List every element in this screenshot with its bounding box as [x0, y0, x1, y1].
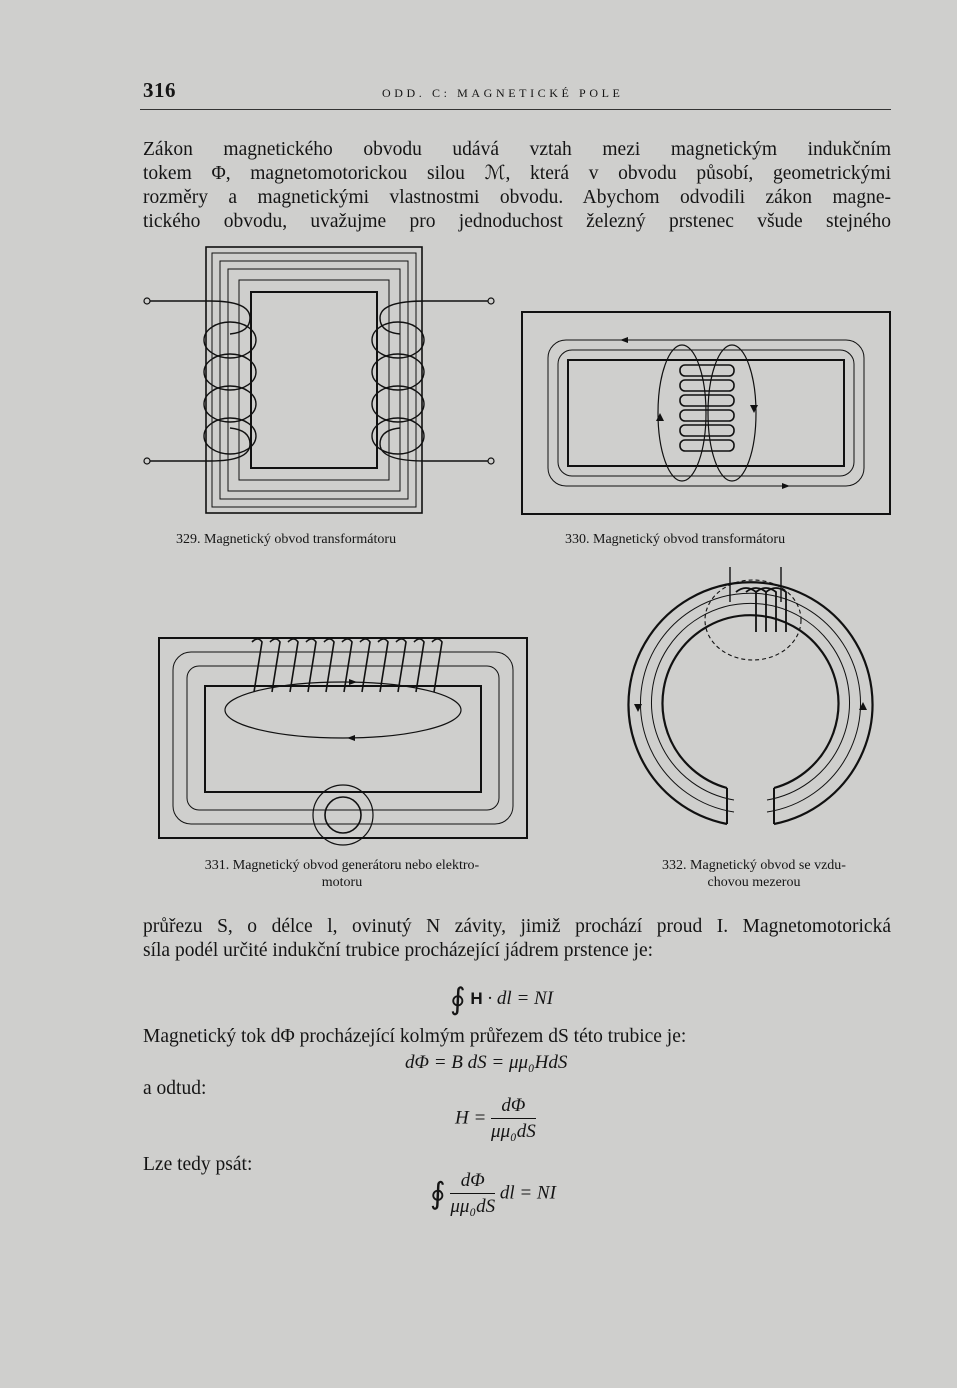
figure-329-transformer	[140, 240, 500, 525]
running-head: ODD. C: MAGNETICKÉ POLE	[382, 86, 624, 100]
figure-330-transformer	[520, 310, 895, 518]
fraction	[450, 1170, 495, 1218]
equation-mmf	[450, 982, 553, 1017]
contour-integral: ∮	[430, 1177, 446, 1211]
figure-331-caption	[152, 857, 532, 891]
fraction-numerator: dΦ	[491, 1095, 536, 1119]
page-number: 316	[143, 78, 176, 102]
fraction-denominator: μμ₀dS	[491, 1121, 536, 1142]
vector-h: H	[470, 988, 483, 1008]
intro-line: rozměry a magnetickými vlastnostmi obvodu. Abychom odvodili zákon magne-	[143, 187, 891, 208]
and-thus-text: a odtud:	[143, 1078, 207, 1099]
figure-331-caption-line: motoru	[321, 875, 363, 890]
body-line: průřezu S, o délce l, ovinutý N závity, jimiž prochází proud I. Magnetomotorická	[143, 916, 891, 937]
contour-integral: ∮	[450, 983, 466, 1016]
fraction-numerator: dΦ	[450, 1170, 495, 1194]
figure-332-caption-line: chovou mezerou	[707, 875, 801, 890]
equation-circuit-law-rhs: dl = NI	[499, 1182, 556, 1204]
figure-332-caption-line: 332. Magnetický obvod se vzdu-	[662, 858, 846, 873]
fraction	[491, 1095, 536, 1143]
figure-332-air-gap-ring	[618, 562, 883, 844]
intro-line: tického obvodu, uvažujme pro jednoduchost železný prstenec všude stejného	[143, 211, 891, 232]
equation-h	[455, 1095, 536, 1143]
intro-line: tokem Φ, magnetomotorickou silou ℳ, která v obvodu působí, geometrickými	[143, 163, 891, 184]
flux-sentence: Magnetický tok dΦ procházející kolmým průřezem dS této trubice je:	[143, 1026, 687, 1047]
body-paragraph	[143, 915, 891, 963]
body-line: síla podél určité indukční trubice procházející jádrem prstence je:	[143, 940, 654, 961]
so-write-text: Lze tedy psát:	[143, 1154, 253, 1175]
equation-mmf-rest: · dl = NI	[487, 987, 554, 1009]
center-coil	[680, 365, 734, 451]
figure-330-caption: 330. Magnetický obvod transformátoru	[565, 532, 786, 547]
fraction-denominator: μμ₀dS	[450, 1196, 496, 1217]
header-rule	[140, 109, 891, 110]
figure-331-caption-line: 331. Magnetický obvod generátoru nebo elektro-	[204, 858, 480, 873]
equation-circuit-law	[430, 1170, 556, 1218]
ring-coil	[736, 588, 786, 632]
equation-h-lhs: H =	[455, 1107, 487, 1129]
equation-flux: dΦ = B dS = μμ₀HdS	[405, 1052, 568, 1073]
intro-line: Zákon magnetického obvodu udává vztah mezi magnetickým indukčním	[143, 139, 891, 160]
intro-paragraph	[143, 138, 891, 234]
figure-332-caption	[618, 857, 890, 891]
figure-331-generator	[157, 630, 532, 842]
figure-329-caption: 329. Magnetický obvod transformátoru	[176, 532, 397, 547]
